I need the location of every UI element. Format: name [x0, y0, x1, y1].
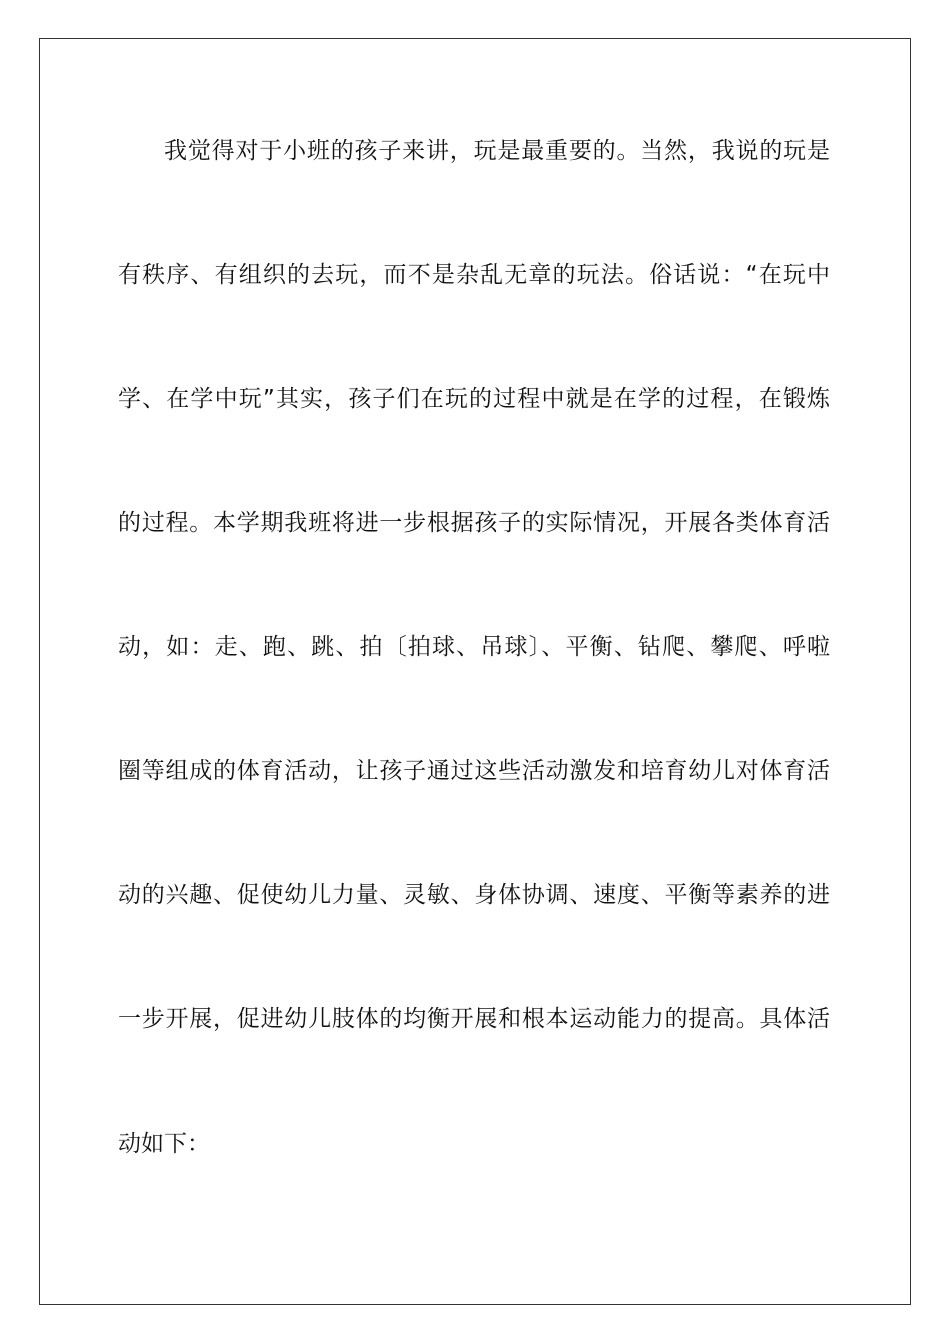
page-border: [39, 38, 911, 1305]
paragraph-line-1: 我觉得对于小班的孩子来讲，玩是最重要的。当然，我说的玩是: [164, 138, 830, 164]
paragraph-line-9: 动如下：: [118, 1131, 210, 1157]
paragraph-line-8: 一步开展，促进幼儿肢体的均衡开展和根本运动能力的提高。具体活: [118, 1006, 830, 1032]
paragraph-line-2: 有秩序、有组织的去玩，而不是杂乱无章的玩法。俗话说：“在玩中: [118, 262, 830, 288]
paragraph-line-3: 学、在学中玩”其实，孩子们在玩的过程中就是在学的过程，在锻炼: [118, 386, 830, 412]
paragraph-line-6: 圈等组成的体育活动，让孩子通过这些活动激发和培育幼儿对体育活: [118, 758, 830, 784]
paragraph-line-5: 动，如：走、跑、跳、拍〔拍球、吊球〕、平衡、钻爬、攀爬、呼啦: [118, 634, 830, 660]
paragraph-line-7: 动的兴趣、促使幼儿力量、灵敏、身体协调、速度、平衡等素养的进: [118, 882, 830, 908]
paragraph-line-4: 的过程。本学期我班将进一步根据孩子的实际情况，开展各类体育活: [118, 510, 830, 536]
